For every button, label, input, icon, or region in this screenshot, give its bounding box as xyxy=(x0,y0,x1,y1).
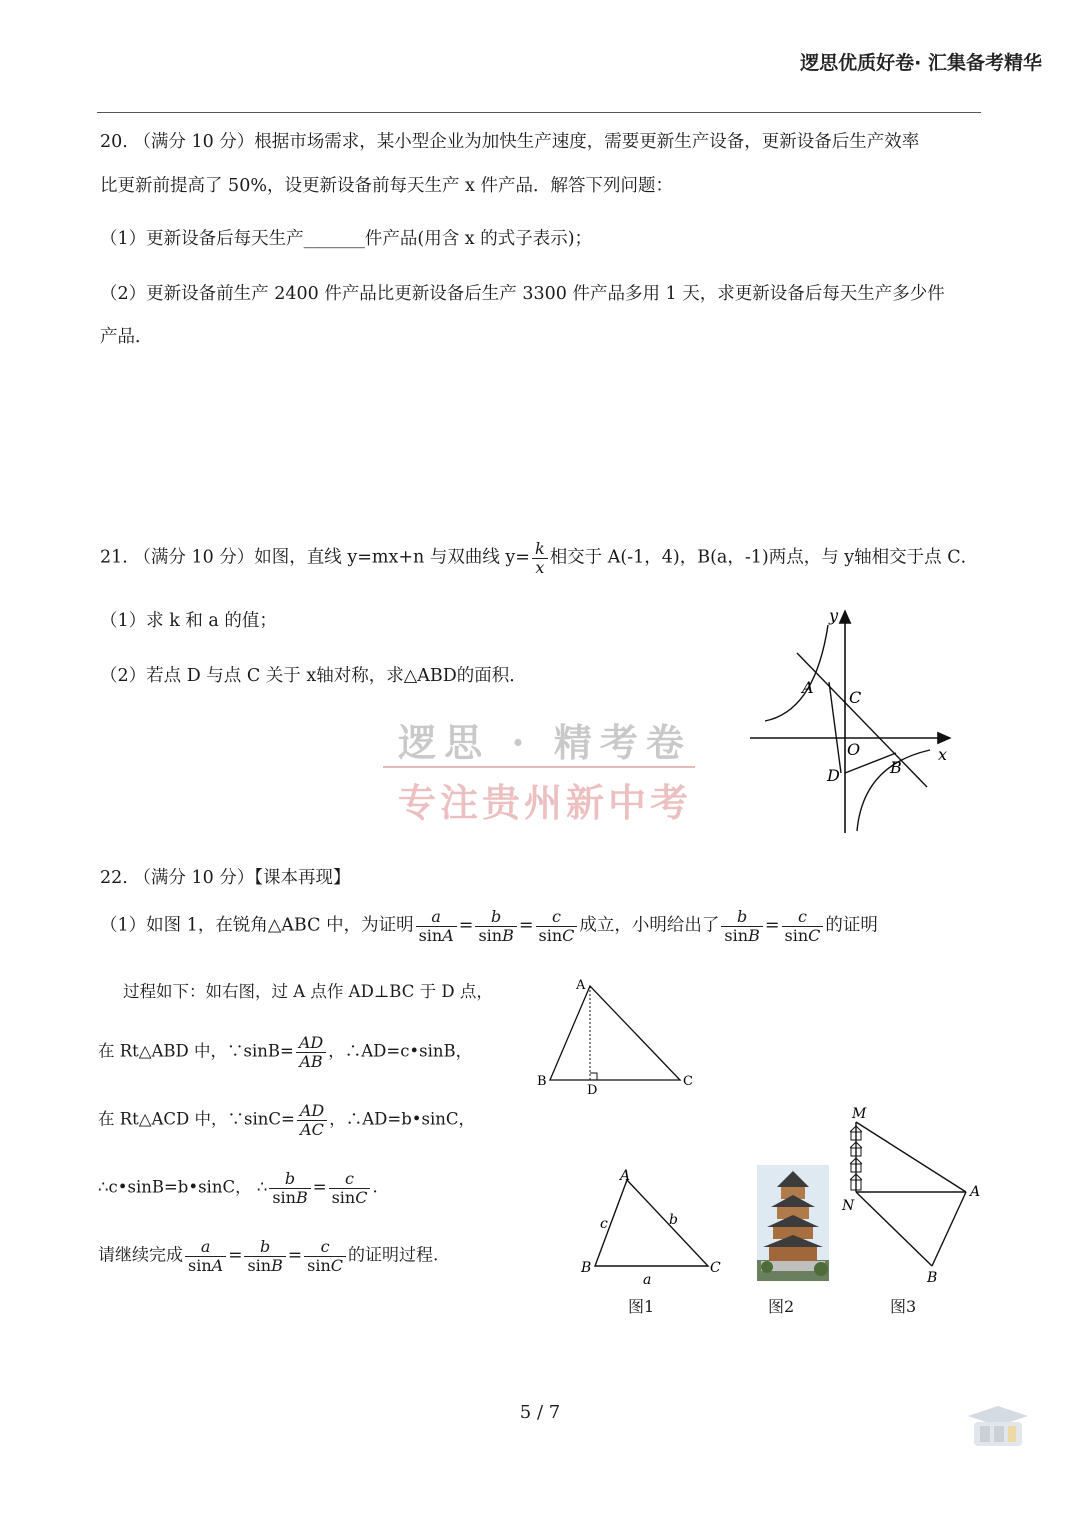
right-angle-mark xyxy=(590,1073,597,1080)
q22-continue: 请继续完成 $\frac{a}{\sin A}$ = $\frac{b}{\sin B}$ = $\frac{c}{\sin C}$ 的证明过程. xyxy=(98,1237,439,1275)
header-divider xyxy=(97,112,981,113)
q21-suffix: 相交于 A(-1，4)，B(a，-1)两点，与 y轴相交于点 C． xyxy=(549,547,979,568)
q22-part1: （1）如图 1，在锐角△ABC 中，为证明 $\frac{a}{\sin A}$ = $\frac{b}{\sin B}$ = $\frac{c}{\sin C}$ 成立，小明给出了 $\frac{b}{\sin B}$ = $\frac{c}{\sin C}$ 的证明 xyxy=(100,907,878,945)
frac-c-sinC-3: $\frac{c}{\sin C}$ xyxy=(329,1170,371,1206)
frac-a-sinA: $\frac{a}{\sin A}$ xyxy=(416,908,457,944)
tri-label-B: B xyxy=(537,1074,547,1089)
triangle-ABC xyxy=(550,986,680,1080)
fig3-segment-MA xyxy=(856,1122,966,1192)
fig3-label-M: M xyxy=(852,1106,867,1122)
q21-frac-den: x xyxy=(535,557,545,577)
tri-label-D: D xyxy=(587,1083,598,1097)
corner-logo-icon xyxy=(962,1402,1034,1452)
watermark-line1: 逻思 · 精考卷 xyxy=(398,720,692,765)
fig3-caption: 图3 xyxy=(890,1297,917,1316)
tri-label-A: A xyxy=(576,978,586,993)
q20-part2-line2: 产品． xyxy=(100,327,153,347)
q22-rt2: 在 Rt△ACD 中，∵sinC= $\frac{AD}{AC}$ ，∴AD=b•sinC， xyxy=(98,1101,475,1139)
q21-frac-num: k xyxy=(532,540,548,559)
fig1-label-C: C xyxy=(710,1260,721,1276)
q22-process-line: 过程如下：如右图，过 A 点作 AD⊥BC 于 D 点， xyxy=(123,982,493,1001)
graph-label-y: y xyxy=(829,606,839,625)
fig1-label-B: B xyxy=(581,1260,592,1276)
frac-AD-AC: $\frac{AD}{AC}$ xyxy=(297,1102,327,1138)
hyperbola-upper-left xyxy=(765,625,828,721)
fig1-caption: 图1 xyxy=(628,1297,655,1316)
q20-part2-line1: （2）更新设备前生产 2400 件产品比更新设备后生产 3300 件产品多用 1 天，求更新设备后每天生产多少件 xyxy=(100,284,945,304)
fig3-label-N: N xyxy=(842,1198,855,1214)
tri-label-C: C xyxy=(683,1074,693,1089)
q21-graph xyxy=(745,605,960,835)
watermark-line2: 专注贵州新中考 xyxy=(397,780,692,825)
graph-label-O: O xyxy=(847,740,861,759)
fig3-label-B: B xyxy=(927,1270,938,1285)
graph-label-C: C xyxy=(849,688,862,707)
frac-a-sinA-2: $\frac{a}{\sin A}$ xyxy=(185,1238,226,1274)
figure-3 xyxy=(838,1100,988,1285)
graph-label-x: x xyxy=(938,745,948,764)
frac-c-sinC-2: $\frac{c}{\sin C}$ xyxy=(782,908,824,944)
frac-AD-AB: $\frac{AD}{AB}$ xyxy=(296,1034,326,1070)
q22-conclusion: ∴c•sinB=b•sinC， ∴ $\frac{b}{\sin B}$ = $\frac{c}{\sin C}$ . xyxy=(98,1169,378,1207)
q22-part1-prefix: （1）如图 1，在锐角△ABC 中，为证明 xyxy=(100,915,414,936)
figure-2-pagoda-photo xyxy=(757,1165,829,1281)
q21-fraction xyxy=(532,540,548,576)
q22-rt1: 在 Rt△ABD 中，∵sinB= $\frac{AD}{AB}$ ，∴AD=c•sinB， xyxy=(98,1033,473,1071)
graph-label-D: D xyxy=(827,766,840,785)
frac-b-sinB: $\frac{b}{\sin B}$ xyxy=(475,908,516,944)
fig1-label-c: c xyxy=(600,1216,608,1232)
fig1-label-a: a xyxy=(643,1272,652,1287)
q20-line2: 比更新前提高了 50%，设更新设备前每天生产 x 件产品．解答下列问题： xyxy=(100,176,673,196)
fig2-caption: 图2 xyxy=(768,1297,795,1316)
frac-b-sinB-4: $\frac{b}{\sin B}$ xyxy=(244,1238,285,1274)
fig1-label-A: A xyxy=(620,1168,631,1184)
q22-part1-suffix: 的证明 xyxy=(825,915,878,936)
fig1-triangle xyxy=(595,1180,708,1266)
header-brand: 逻思优质好卷· 汇集备考精华 xyxy=(800,52,1042,74)
q21-stem xyxy=(100,540,978,576)
graph-label-A: A xyxy=(802,678,814,697)
frac-c-sinC-4: $\frac{c}{\sin C}$ xyxy=(304,1238,346,1274)
watermark-divider xyxy=(383,766,695,768)
page-number: 5 / 7 xyxy=(519,1402,561,1423)
q21-part1: （1）求 k 和 a 的值； xyxy=(100,611,277,631)
fig3-segment-NB xyxy=(856,1192,932,1266)
q20-line1: 20. （满分 10 分）根据市场需求，某小型企业为加快生产速度，需要更新生产设备，更新设备后生产效率 xyxy=(100,132,920,152)
frac-b-sinB-2: $\frac{b}{\sin B}$ xyxy=(721,908,762,944)
q22-title: 22. （满分 10 分）【课本再现】 xyxy=(100,868,351,888)
fig1-label-b: b xyxy=(669,1212,678,1228)
q21-part2: （2）若点 D 与点 C 关于 x轴对称，求△ABD的面积． xyxy=(100,666,527,686)
graph-label-B: B xyxy=(890,758,902,777)
frac-c-sinC: $\frac{c}{\sin C}$ xyxy=(536,908,578,944)
fig3-label-A: A xyxy=(970,1184,981,1200)
frac-b-sinB-3: $\frac{b}{\sin B}$ xyxy=(269,1170,310,1206)
triangle-altitude-figure xyxy=(530,972,710,1097)
q20-part1: （1）更新设备后每天生产_______件产品(用含 x 的式子表示)； xyxy=(100,229,593,249)
q22-part1-mid: 成立，小明给出了 xyxy=(579,915,720,936)
fig3-segment-AB xyxy=(932,1192,966,1266)
q21-prefix: 21. （满分 10 分）如图，直线 y=mx+n 与双曲线 y= xyxy=(100,547,530,568)
figure-1 xyxy=(575,1162,730,1287)
